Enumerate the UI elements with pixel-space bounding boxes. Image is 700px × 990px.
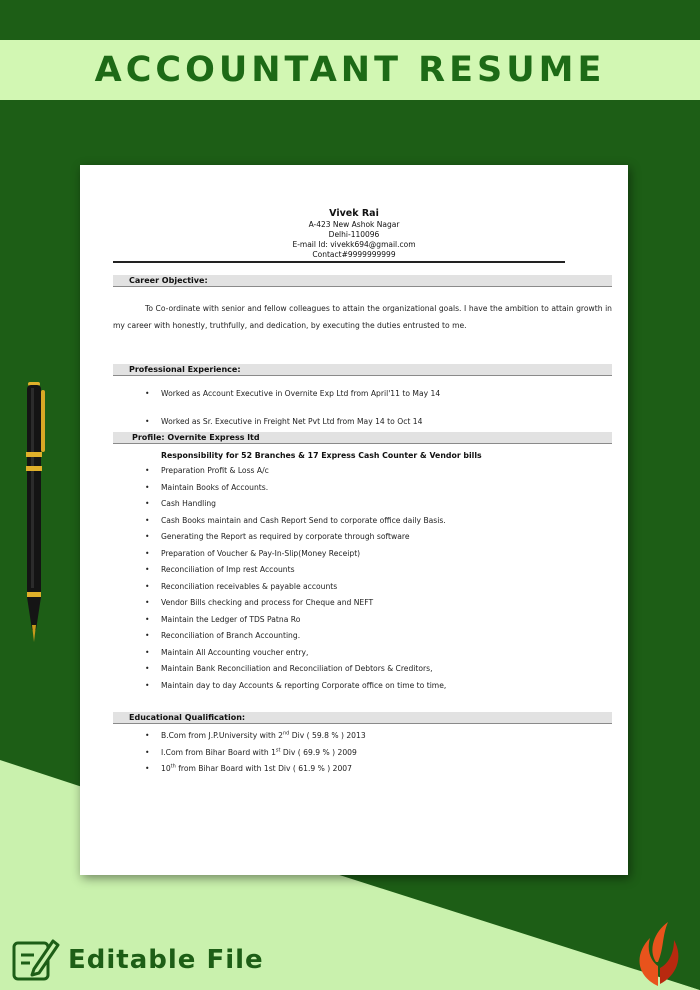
section-title: Professional Experience: (129, 365, 241, 374)
section-title: Educational Qualification: (129, 713, 246, 722)
edit-icon (10, 935, 60, 985)
section-profile (113, 432, 612, 444)
section-professional-experience (113, 364, 612, 376)
career-objective-text: To Co-ordinate with senior and fellow colleagues to attain the organizational goals. I have the ambition to attain growth in my career with honestly, truthfully, and dedication, by executing the duties entrusted to me. (113, 304, 612, 330)
responsibility-heading: Responsibility for 52 Branches & 17 Express Cash Counter & Vendor bills (161, 451, 482, 460)
address-line: A-423 New Ashok Nagar (308, 220, 400, 229)
pen-icon (21, 380, 47, 642)
header-rule (113, 261, 565, 263)
editable-file-badge (10, 932, 264, 988)
section-career-objective (113, 275, 612, 287)
top-background (0, 0, 700, 40)
banner-title: ACCOUNTANT RESUME (94, 50, 606, 90)
brand-logo-icon (628, 918, 688, 988)
email-line: E-mail Id: vivekk694@gmail.com (292, 240, 416, 249)
contact-line: Contact#9999999999 (312, 250, 396, 259)
city-line: Delhi-110096 (328, 230, 380, 239)
section-education (113, 712, 612, 724)
resume-header (80, 208, 628, 260)
editable-file-label: Editable File (68, 945, 264, 975)
section-title: Career Objective: (129, 276, 208, 285)
title-banner (0, 40, 700, 100)
section-title: Profile: Overnite Express ltd (132, 433, 260, 442)
candidate-name: Vivek Rai (329, 208, 379, 219)
